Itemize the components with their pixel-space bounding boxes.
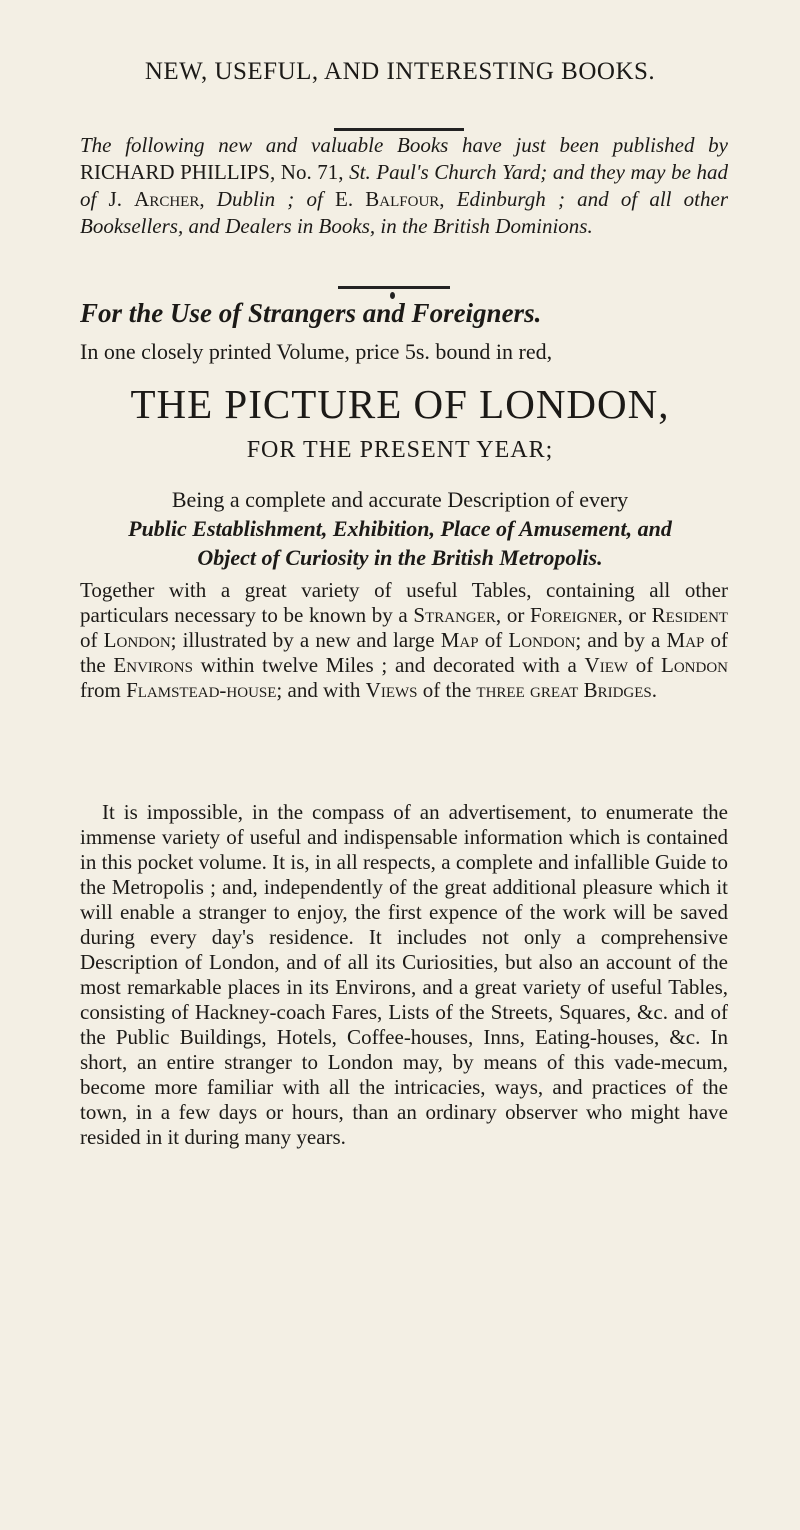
foreigner-word: Foreigner, xyxy=(529,603,623,627)
publisher-name: RICHARD PHILLIPS, No. 71, xyxy=(80,160,344,184)
book-subtitle: FOR THE PRESENT YEAR; xyxy=(246,437,554,463)
together-text: ; illustrated by a new and large xyxy=(170,628,435,652)
intro-text-4: Edinburgh ; and of all other Booksellers, and Dealers in Books, in the British Dominions. xyxy=(80,187,729,238)
london-word: London xyxy=(103,628,171,652)
balfour-name: Balfour, xyxy=(365,187,445,211)
intro-text-1: The following new and valuable Books have just been published by xyxy=(80,133,728,157)
together-text: Together with a great variety of useful Tables, containing all other particulars necessary to be known by a xyxy=(80,578,728,627)
archer-name: Archer, xyxy=(134,187,205,211)
together-text: of xyxy=(484,628,503,652)
volume-line: In one closely printed Volume, price 5s. bound in red, xyxy=(80,339,553,364)
divider-rule-2 xyxy=(338,286,450,289)
description-line-1: Being a complete and accurate Description of every xyxy=(171,487,629,512)
together-text: of xyxy=(635,653,654,677)
together-text: or xyxy=(628,603,646,627)
intro-text-3: Dublin ; of xyxy=(216,187,323,211)
together-text: of the xyxy=(80,628,729,677)
together-text: or xyxy=(506,603,525,627)
together-text: within twelve Miles ; and decorated with a xyxy=(200,653,577,677)
together-text: and with xyxy=(287,678,361,702)
bridges-word: Bridges. xyxy=(583,678,658,702)
london-word: London xyxy=(508,628,576,652)
three-great-word: three great xyxy=(476,678,579,702)
flamstead-word: Flamstead-house; xyxy=(126,678,283,702)
section-heading: For the Use of Strangers and Foreigners. xyxy=(80,298,542,328)
archer-initial: J. xyxy=(108,187,122,211)
description-block xyxy=(80,485,720,572)
together-text: of the xyxy=(422,678,472,702)
environs-word: Environs xyxy=(113,653,193,677)
london-word: London xyxy=(661,653,729,677)
views-word: Views xyxy=(365,678,418,702)
together-paragraph xyxy=(80,578,728,703)
stranger-word: Stranger, xyxy=(413,603,502,627)
balfour-initial: E. xyxy=(335,187,354,211)
resident-word: Resident xyxy=(651,603,729,627)
book-title: THE PICTURE OF LONDON, xyxy=(130,381,670,427)
view-word: View xyxy=(584,653,629,677)
intro-text-2: St. Paul's Church Yard; and they may be had of xyxy=(80,160,728,211)
page-header: NEW, USEFUL, AND INTERESTING BOOKS. xyxy=(144,58,656,85)
map-word: Map xyxy=(666,628,705,652)
together-text: ; and by a xyxy=(575,628,661,652)
together-text: from xyxy=(80,678,121,702)
description-line-2: Public Establishment, Exhibition, Place of Amusement, and xyxy=(128,516,672,541)
map-word: Map xyxy=(440,628,479,652)
description-line-3: Object of Curiosity in the British Metropolis. xyxy=(197,545,603,570)
divider-rule xyxy=(334,128,464,131)
intro-paragraph xyxy=(80,132,728,240)
together-text: of xyxy=(80,628,98,652)
main-paragraph: It is impossible, in the compass of an advertisement, to enumerate the immense variety of useful and indispensable information which is contained in this pocket volume. It is, in all respects, a complete and infallible Guide to the Metropolis ; and, independently of the great additional pleasure which it will enable a stranger to enjoy, the first expence of the work will be saved during every day's residence. It includes not only a comprehensive Description of London, and of all its Curiosities, but also an account of the most remarkable places in its Environs, and a great variety of useful Tables, consisting of Hackney-coach Fares, Lists of the Streets, Squares, &c. and of the Public Buildings, Hotels, Coffee-houses, Inns, Eating-houses, &c. In short, an entire stranger to London may, by means of this vade-mecum, become more familiar with all the intricacies, ways, and practices of the town, in a few days or hours, than an ordinary observer who might have resided in it during many years. xyxy=(80,800,728,1149)
